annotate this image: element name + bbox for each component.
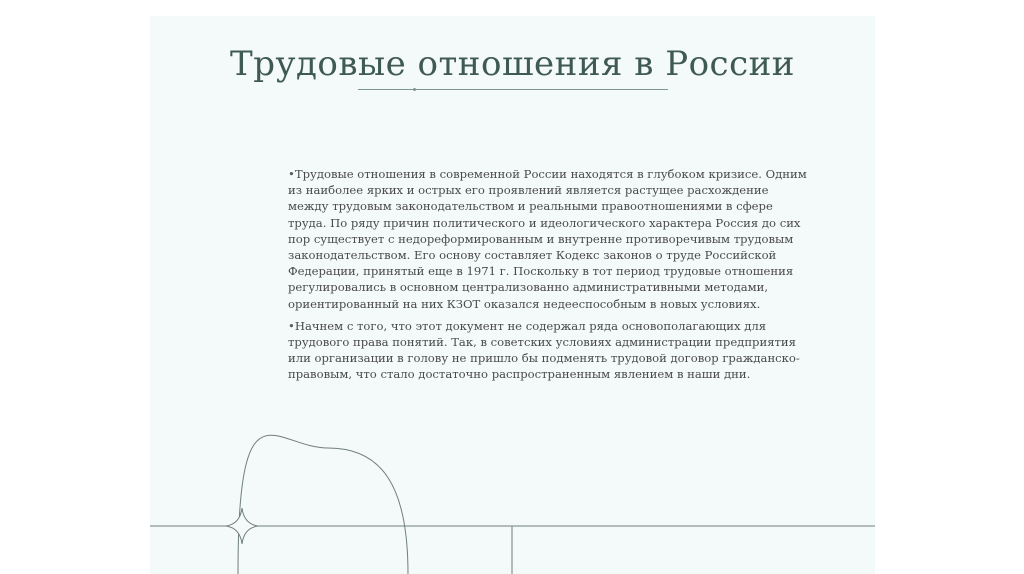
four-point-star-icon <box>226 508 258 544</box>
paragraph-1-text: Трудовые отношения в современной России находятся в глубоком кризисе. Одним из наиболее ярких и острых его проявлений является растущее расхождение между трудовым законодательством и реальными правоотношениями в сфере труда. По ряду причин политического и идеологического характера Россия до сих пор существует с недореформированным и внутренне противоречивым трудовым законодательством. Его основу составляет Кодекс законов о труде Российской Федерации, принятый еще в 1971 г. Поскольку в тот период трудовые отношения регулировались в основном централизованно административными методами, ориентированный на них КЗОТ оказался недееспособным в новых условиях. <box>288 167 807 311</box>
decoration-layer <box>150 16 875 574</box>
slide-title: Трудовые отношения в России <box>230 44 795 84</box>
bullet-2: • <box>288 318 295 333</box>
bullet-1: • <box>288 167 295 181</box>
arc-line <box>238 435 408 574</box>
slide <box>150 16 875 574</box>
paragraph-2-text: Начнем с того, что этот документ не содержал ряда основополагающих для трудового права понятий. Так, в советских условиях администрации предприятия или организации в голову не пришло бы подменять трудовой договор гражданско-правовым, что стало достаточно распространенным явлением в наши дни. <box>288 318 800 382</box>
